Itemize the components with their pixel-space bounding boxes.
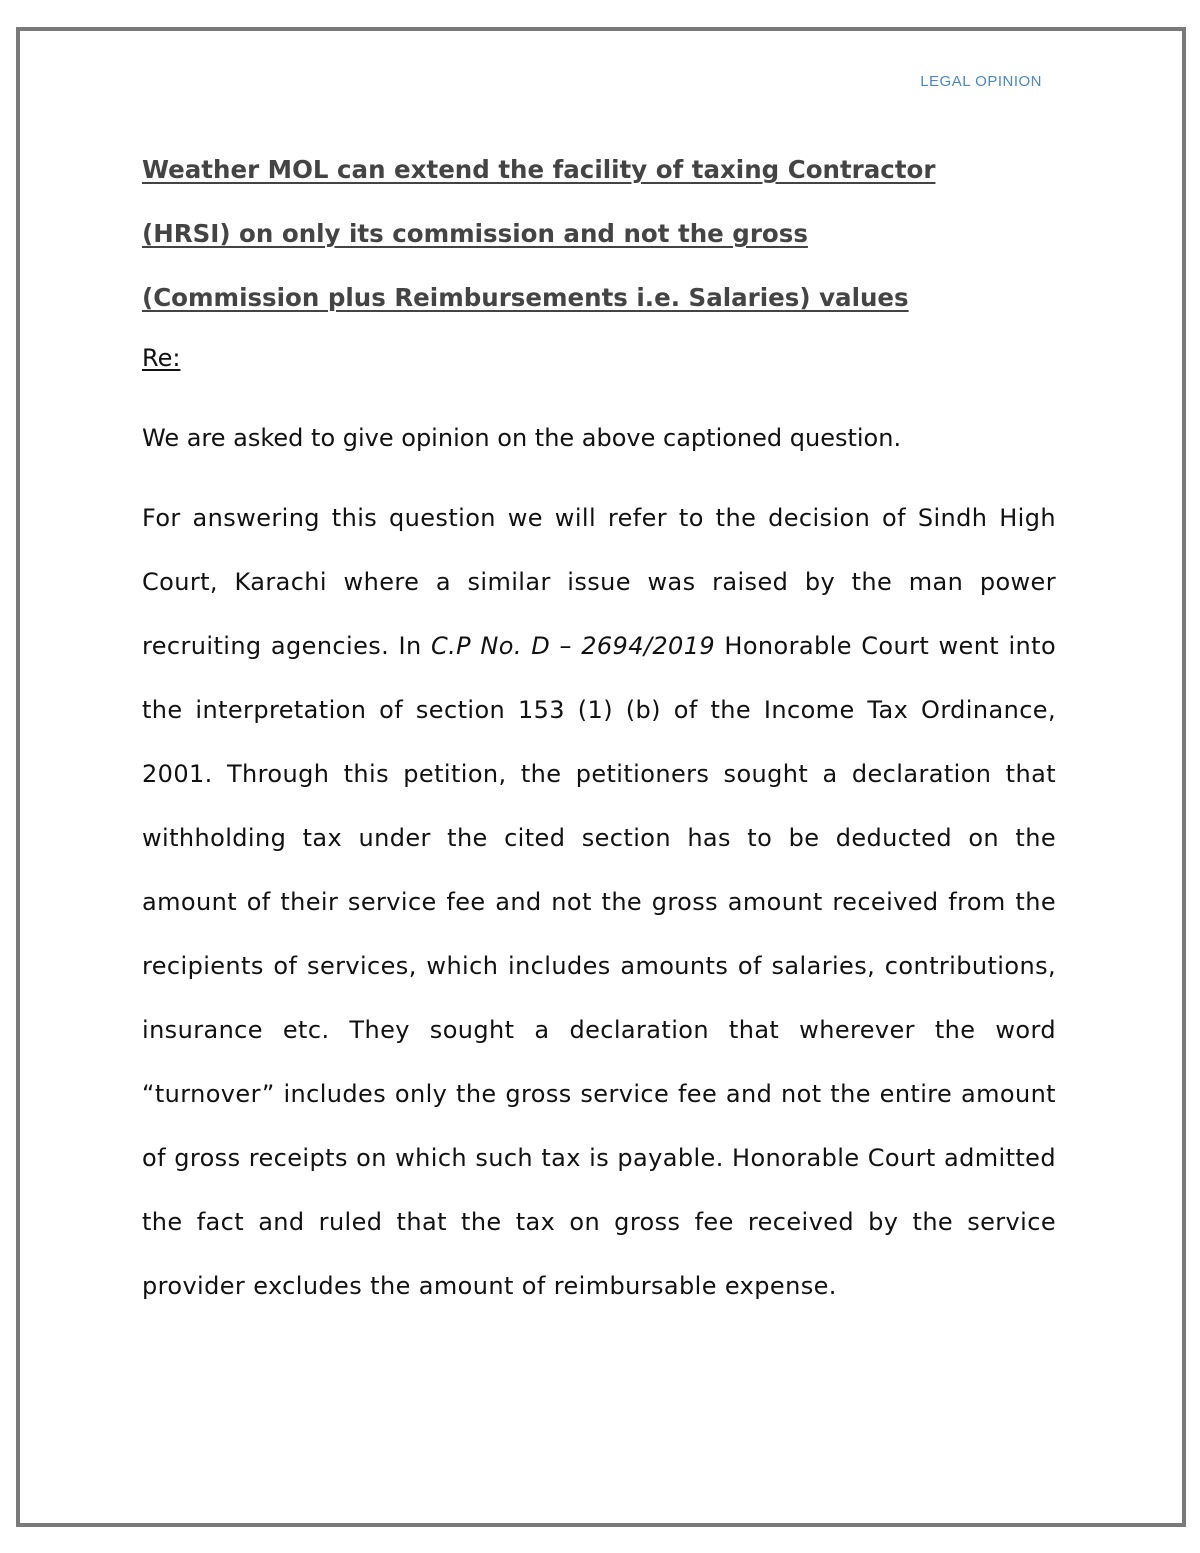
document-title	[142, 138, 1056, 330]
paragraph-text-before-case: For answering this question we will refer to the decision of Sindh High Court, Karachi where a similar issue was raised by the man power recruiting agencies. In	[142, 504, 1056, 660]
title-line-3: (Commission plus Reimbursements i.e. Salaries) values	[142, 283, 909, 312]
title-line-2: (HRSI) on only its commission and not the gross	[142, 219, 808, 248]
document-header-label: LEGAL OPINION	[920, 73, 1042, 90]
intro-paragraph: We are asked to give opinion on the above captioned question.	[142, 424, 902, 452]
title-line-1: Weather MOL can extend the facility of taxing Contractor	[142, 155, 936, 184]
re-label: Re:	[142, 344, 181, 372]
main-paragraph	[142, 486, 1056, 1318]
case-reference: C.P No. D – 2694/2019	[431, 632, 716, 660]
document-body	[142, 138, 1056, 1318]
paragraph-text-after-case: Honorable Court went into the interpretation of section 153 (1) (b) of the Income Tax Ordinance, 2001. Through this petition, the petitioners sought a declaration that withholding tax under the cited section has to be deducted on the amount of their service fee and not the gross amount received from the recipients of services, which includes amounts of salaries, contributions, insurance etc. They sought a declaration that wherever the word “turnover” includes only the gross service fee and not the entire amount of gross receipts on which such tax is payable. Honorable Court admitted the fact and ruled that the tax on gross fee received by the service provider excludes the amount of reimbursable expense.	[142, 632, 1057, 1300]
